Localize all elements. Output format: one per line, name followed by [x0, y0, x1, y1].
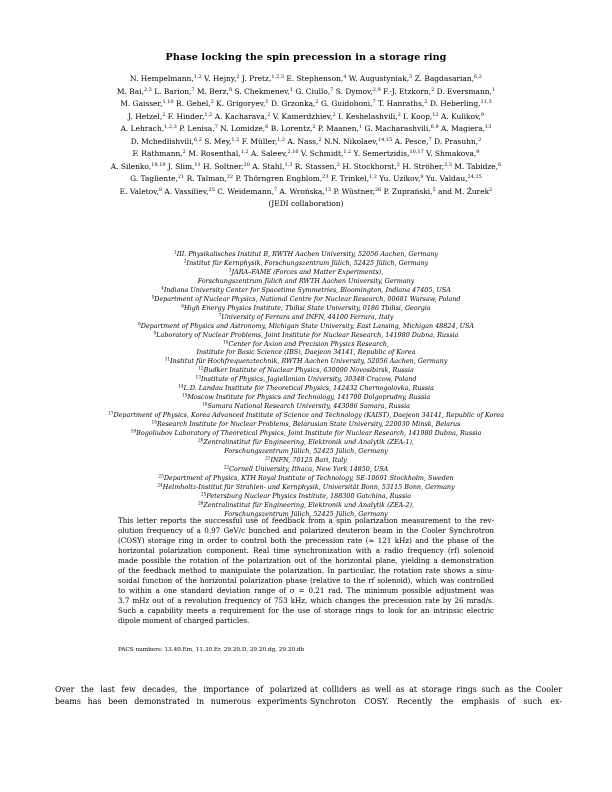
author-affiliation-marker: 7	[273, 186, 278, 193]
author-affiliation-marker: 2	[267, 111, 271, 118]
author-name: D. Mchedlishvili,	[130, 136, 194, 146]
author-name: W. Augustyniak,	[346, 74, 410, 83]
affiliation-text: Department of Physics and Astronomy, Michigan State University, East Lansing, Michigan 48824, USA	[140, 321, 474, 330]
affiliation-line	[0, 331, 612, 340]
author-affiliation-marker: 1	[289, 86, 293, 93]
author-affiliation-marker: 20	[243, 161, 250, 168]
author-name: R. Talman,	[184, 174, 227, 184]
affiliation-number: 20	[197, 438, 204, 444]
author-affiliation-marker: 2	[162, 111, 166, 118]
affiliation-number: 1	[174, 250, 177, 256]
affiliation-number: 8	[138, 322, 141, 328]
author-name: F. Müller,	[239, 136, 278, 146]
author-affiliation-marker: 23	[322, 174, 329, 181]
author-affiliation-marker: 6	[498, 161, 502, 168]
affiliation-text: Forschungszentrum Jülich, 52425 Jülich, Germany	[224, 446, 388, 455]
author-name: Yu. Uzikov,	[376, 174, 421, 184]
author-name: E. Stephenson,	[284, 74, 344, 83]
affiliation-line	[0, 268, 612, 277]
author-name: V. Shmakova,	[423, 149, 477, 159]
affiliation-line	[0, 393, 612, 402]
affiliation-line	[0, 411, 612, 420]
affiliation-text: University of Ferrara and INFN, 44100 Ferrara, Italy	[221, 312, 394, 321]
author-name: H. Soltner,	[200, 161, 244, 171]
affiliation-line	[0, 295, 612, 304]
author-name: H. Ströher,	[399, 161, 444, 171]
affiliation-number: 9	[153, 331, 157, 337]
author-name: K. Grigoryev,	[213, 99, 266, 109]
author-affiliation-marker: 2	[182, 149, 186, 156]
author-affiliation-marker: 2	[424, 99, 428, 106]
abstract-line: dipole moment of charged particles.	[118, 615, 250, 625]
author-name: F. Hinder,	[165, 111, 205, 121]
author-name: Y. Semertzidis,	[351, 149, 410, 159]
author-affiliation-marker: 4	[343, 74, 347, 80]
affiliation-text: Institute for Basic Science (IBS), Daejeon 34141, Republic of Korea	[196, 348, 416, 357]
affiliation-text: Institut für Kernphysik, Forschungszentrum Jülich, 52425 Jülich, Germany	[186, 258, 429, 267]
author-affiliation-marker: 14,15	[377, 136, 393, 143]
author-affiliation-marker: 22	[226, 174, 234, 181]
author-affiliation-marker: 7	[372, 99, 376, 106]
author-affiliation-marker: 2	[336, 161, 340, 168]
author-name: P. Thörngren Engblom,	[233, 174, 323, 184]
author-affiliation-marker: 5	[432, 186, 436, 193]
author-name: G. Ciullo,	[292, 86, 331, 96]
author-name: V. Kamerdzhiev,	[270, 111, 333, 121]
affiliation-text: Zentralinstitut für Engineering, Elektronik und Analytik (ZEA-2),	[203, 500, 415, 509]
affiliation-line	[0, 429, 612, 438]
author-affiliation-marker: 1,2	[240, 149, 249, 156]
abstract-line: soidal function of the horizontal polarization phase (relative to the rf solenoid), which was controlled	[118, 575, 494, 585]
affiliation-number: 13	[195, 375, 202, 381]
affiliation-text: Samara National Research University, 443086 Samara, Russia	[207, 402, 410, 411]
author-affiliation-marker: 24,25	[467, 174, 482, 181]
affiliation-text: Indiana University Center for Spacetime Symmetries, Bloomington, Indiana 47405, USA	[163, 285, 451, 294]
author-name: A. Pesce,	[392, 136, 429, 146]
affiliation-text: Laboratory of Nuclear Problems, Joint Institute for Nuclear Research, 141980 Dubna, Russia	[156, 330, 459, 339]
author-name: A. Magiera,	[438, 124, 486, 134]
affiliation-text: High Energy Physics Institute, Tbilisi State University, 0186 Tbilisi, Georgia	[184, 303, 431, 312]
author-name: A. Kacharava,	[212, 111, 268, 121]
affiliation-line	[0, 250, 612, 259]
author-name: N. Lomidze,	[217, 124, 266, 134]
author-name: Yu. Valdau,	[423, 174, 468, 184]
author-line	[30, 186, 582, 199]
abstract-line: made possible the rotation of the polarization out of the horizontal plane, yielding a demonstration	[118, 555, 494, 565]
affiliation-number: 18	[151, 420, 158, 426]
abstract-line: (COSY) storage ring in order to control both the precession rate (≈ 121 kHz) and the phase of the	[118, 535, 494, 545]
author-name: I. Keshelashvili,	[335, 111, 398, 121]
affiliation-text: Helmholtz-Institut für Strahlen- und Kernphysik, Universität Bonn, 53115 Bonn, Germany	[162, 482, 455, 491]
author-name: D. Heberling,	[427, 99, 481, 109]
author-line	[30, 86, 582, 99]
affiliation-line	[0, 447, 612, 456]
author-affiliation-marker: 1,10	[162, 99, 174, 106]
author-affiliation-marker: 2	[478, 136, 482, 143]
affiliation-text: Petersburg Nuclear Physics Institute, 188300 Gatchina, Russia	[206, 491, 412, 500]
author-name: A. Kulikov,	[438, 111, 481, 121]
author-name: Z. Bagdasarian,	[412, 74, 475, 83]
author-name: F. Rathmann,	[132, 149, 183, 159]
author-name: P. Zuprański,	[381, 186, 433, 196]
pacs-numbers: PACS numbers: 13.40.Em, 11.30.Er, 29.20.D, 29.20.dg, 29.20.db	[118, 647, 305, 653]
author-line	[30, 136, 582, 149]
abstract-line: of the feedback method to manipulate the polarization. In particular, the rotation rate shows a sinu-	[118, 565, 494, 575]
author-affiliation-marker: 6,9	[430, 124, 439, 131]
affiliation-number: 4	[161, 286, 164, 292]
author-affiliation-marker: 5	[409, 74, 413, 80]
author-name: A. Stahl,	[249, 161, 285, 171]
body-text-line: Over the last few decades, the importance of polarized	[55, 685, 307, 694]
affiliation-line	[0, 313, 612, 322]
author-affiliation-marker: 10,17	[409, 149, 424, 156]
author-affiliation-marker: 6,2	[193, 136, 202, 143]
author-affiliation-marker: 2	[489, 186, 493, 193]
author-affiliation-marker: 2	[210, 99, 214, 106]
body-column-right	[310, 684, 562, 708]
author-affiliation-marker: 6	[265, 124, 269, 131]
author-affiliation-marker: 1,3	[284, 161, 293, 168]
affiliation-number: 26	[197, 501, 204, 507]
author-name: F.-J. Etzkorn,	[380, 86, 432, 96]
author-affiliation-marker: 25	[208, 186, 215, 193]
abstract-line: Such a capability meets a requirement for the use of storage rings to look for an intrinsic electric	[118, 605, 494, 615]
author-name: R. Gebel,	[173, 99, 211, 109]
author-name: M. Bai,	[116, 86, 144, 96]
author-affiliation-marker: 18,19	[151, 161, 166, 168]
author-name: G. Macharashvili,	[362, 124, 431, 134]
affiliation-line	[0, 438, 612, 447]
affiliation-line	[0, 340, 612, 349]
author-affiliation-marker: 2	[318, 136, 322, 143]
affiliation-number: 17	[108, 411, 114, 417]
affiliation-number: 7	[218, 313, 222, 319]
author-name: D. Prasuhn,	[431, 136, 479, 146]
affiliation-text: Department of Nuclear Physics, National Centre for Nuclear Research, 00681 Warsaw, Poland	[154, 294, 461, 303]
affiliation-text: Forschungszentrum Jülich, 52425 Jülich, Germany	[224, 509, 388, 518]
author-name: P. Lenisa,	[176, 124, 215, 134]
author-list	[30, 73, 582, 211]
author-affiliation-marker: 8	[228, 86, 233, 93]
affiliation-number: 16	[202, 402, 208, 408]
author-affiliation-marker: 1	[265, 99, 269, 106]
affiliation-line	[0, 259, 612, 268]
author-name: M. Rosenthal,	[185, 149, 241, 159]
affiliation-number: 24	[157, 483, 163, 489]
affiliation-text: JARA–FAME (Forces and Matter Experiments),	[231, 267, 384, 276]
collaboration-name: (JEDI collaboration)	[268, 199, 344, 209]
author-affiliation-marker: 2,9	[372, 86, 381, 93]
author-affiliation-marker: 2,16	[287, 149, 299, 156]
affiliation-text: Cornell University, Ithaca, New York 14850, USA	[229, 464, 389, 473]
author-affiliation-marker: 1,2,3	[271, 74, 285, 80]
author-affiliation-marker: 2	[332, 111, 336, 118]
affiliation-number: 2	[183, 259, 187, 265]
author-name: G. Tagliente,	[130, 174, 178, 184]
author-name: D. Grzonka,	[268, 99, 316, 109]
affiliation-number: 3	[228, 268, 232, 274]
affiliation-line	[0, 375, 612, 384]
affiliation-text: Moscow Institute for Physics and Technology, 141700 Dolgoprudny, Russia	[187, 393, 431, 402]
author-name: T. Hanraths,	[375, 99, 425, 109]
affiliation-text: L.D. Landau Institute for Theoretical Physics, 142432 Chernogolovka, Russia	[183, 384, 434, 393]
author-affiliation-marker: 1,2	[343, 149, 352, 156]
author-name: S. Chekmenev,	[232, 86, 290, 96]
affiliation-number: 22	[223, 465, 230, 471]
affiliation-number: 12	[198, 366, 204, 372]
author-line	[30, 148, 582, 161]
abstract-line: to within a one standard deviation range of σ = 0.21 rad. The minimum possible adjustment was	[118, 585, 494, 595]
author-name: A. Wrońska,	[277, 186, 325, 196]
author-name: I. Koop,	[400, 111, 433, 121]
body-text-line: beams has been demonstrated in numerous experiments	[55, 697, 307, 707]
author-affiliation-marker: 13	[324, 186, 332, 193]
author-affiliation-marker: 8	[158, 186, 163, 193]
author-affiliation-marker: 6,2	[474, 74, 482, 80]
affiliation-text: Research Institute for Nuclear Problems, Belarusian State University, 220030 Minsk, Belarus	[157, 420, 461, 429]
author-name: N. Hempelmann,	[130, 74, 194, 83]
author-affiliation-marker: 9	[476, 149, 480, 156]
affiliation-text: Institute of Physics, Jagiellonian University, 30348 Cracow, Poland	[201, 375, 417, 384]
author-affiliation-marker: 1	[358, 124, 363, 131]
author-affiliation-marker: 7	[428, 136, 432, 143]
abstract-line: 3.7 mHz out of a revolution frequency of 753 kHz, which changes the precession rate by 26 mrad/s.	[118, 595, 494, 605]
affiliation-line	[0, 474, 612, 483]
abstract-line: This letter reports the successful use of feedback from a spin polarization measurement to the rev-	[118, 516, 494, 525]
affiliation-number: 11	[164, 357, 171, 363]
abstract-line: olution frequency of a 0.97 GeV/c bunched and polarized deuteron beam in the Cooler Synchrotron	[118, 525, 494, 535]
affiliation-line	[0, 483, 612, 492]
author-affiliation-marker: 2	[312, 124, 316, 131]
author-affiliation-marker: 21	[177, 174, 185, 181]
author-name: V. Hejny,	[201, 74, 237, 83]
affiliation-line	[0, 402, 612, 411]
affiliation-line	[0, 286, 612, 295]
author-affiliation-marker: 1,2	[368, 174, 377, 181]
author-name: D. Eversmann,	[434, 86, 492, 96]
author-name: N.N. Nikolaev,	[321, 136, 378, 146]
affiliation-text: Department of Physics, Korea Advanced Institute of Science and Technology (KAIST), Daejeon 34141, Republic of Korea	[113, 411, 504, 420]
author-name: M. Berz,	[194, 86, 229, 96]
affiliation-line	[0, 465, 612, 474]
author-line	[30, 98, 582, 111]
body-text-line: at colliders as well as at storage rings such as the Cooler	[310, 685, 562, 694]
affiliation-text: Department of Physics, KTH Royal Institute of Technology, SE-10691 Stockholm, Sweden	[163, 473, 454, 482]
author-affiliation-marker: 7	[330, 86, 334, 93]
author-affiliation-marker: 1,2	[204, 111, 213, 118]
affiliation-line	[0, 492, 612, 501]
author-line	[30, 123, 582, 136]
affiliation-number: 23	[158, 474, 164, 480]
author-name: A. Nass,	[285, 136, 319, 146]
author-name: and M. Żurek	[435, 186, 490, 196]
author-affiliation-marker: 1,2	[193, 74, 202, 80]
author-name: A. Lehrach,	[120, 124, 165, 134]
author-name: J. Pretz,	[239, 74, 272, 83]
author-name: F. Trinkel,	[328, 174, 369, 184]
author-affiliation-marker: 2,3	[143, 86, 152, 93]
author-name: M. Tabidze,	[451, 161, 499, 171]
affiliation-number: 15	[181, 393, 188, 399]
affiliation-line	[0, 322, 612, 331]
affiliation-number: 21	[265, 456, 271, 462]
affiliation-text: Bogoliubov Laboratory of Theoretical Physics, Joint Institute for Nuclear Research, 141980 Dubna, Russia	[136, 429, 482, 438]
author-line	[30, 111, 582, 124]
author-name: P. Maanen,	[315, 124, 359, 134]
author-name: J. Slim,	[165, 161, 195, 171]
author-affiliation-marker: 2	[315, 99, 319, 106]
affiliation-line	[0, 348, 612, 357]
affiliation-line	[0, 366, 612, 375]
author-name: S. Dymov,	[333, 86, 373, 96]
affiliation-text: Zentralinstitut für Engineering, Elektronik und Analytik (ZEA-1),	[203, 438, 415, 447]
author-name: V. Schmidt,	[298, 149, 344, 159]
author-name: J. Hetzel,	[128, 111, 163, 121]
affiliation-line	[0, 456, 612, 465]
affiliation-line	[0, 501, 612, 510]
body-text-line: Synchroton COSY. Recently the emphasis of such ex-	[310, 697, 562, 707]
affiliation-line	[0, 384, 612, 393]
author-name: H. Stockhorst,	[339, 161, 397, 171]
abstract-line: horizontal polarization component. Real time synchronization with a radio frequency (rf) solenoid	[118, 545, 494, 555]
affiliation-number: 14	[178, 384, 184, 390]
author-line	[30, 161, 582, 174]
author-name: E. Valetov,	[119, 186, 159, 196]
abstract	[118, 516, 494, 625]
author-line	[30, 73, 582, 86]
affiliation-text: Center for Axion and Precision Physics Research,	[228, 339, 389, 348]
affiliation-number: 5	[151, 295, 155, 301]
affiliation-number: 10	[223, 340, 229, 346]
author-affiliation-marker: 26	[374, 186, 382, 193]
affiliation-text: III. Physikalisches Institut B, RWTH Aachen University, 52056 Aachen, Germany	[176, 250, 438, 258]
author-name: C. Weidemann,	[214, 186, 274, 196]
affiliation-text: Budker Institute of Nuclear Physics, 630090 Novosibirsk, Russia	[203, 366, 414, 375]
author-affiliation-marker: 7	[214, 124, 218, 131]
affiliation-text: Institut für Hochfrequenztechnik, RWTH Aachen University, 52056 Aachen, Germany	[170, 357, 448, 366]
affiliation-line	[0, 304, 612, 313]
author-affiliation-marker: 2,3	[443, 161, 452, 168]
author-affiliation-marker: 2	[236, 74, 240, 80]
affiliation-number: 25	[200, 492, 207, 498]
affiliation-number: 19	[130, 429, 137, 435]
author-affiliation-marker: 9	[420, 174, 424, 181]
author-affiliation-marker: 1	[491, 86, 496, 93]
author-name: G. Guidoboni,	[318, 99, 373, 109]
affiliation-line	[0, 357, 612, 366]
author-name: P. Wüstner,	[331, 186, 375, 196]
author-line	[30, 173, 582, 186]
author-affiliation-marker: 1,2	[231, 136, 240, 143]
author-name: B. Lorentz,	[268, 124, 313, 134]
author-name: R. Stassen,	[292, 161, 337, 171]
affiliation-number: 6	[181, 304, 185, 310]
affiliation-line	[0, 420, 612, 429]
affiliation-line	[0, 277, 612, 286]
author-name: A. Silenko,	[110, 161, 152, 171]
author-affiliation-marker: 2	[431, 86, 435, 93]
author-name: S. Mey,	[201, 136, 232, 146]
affiliation-list	[0, 250, 612, 519]
author-affiliation-marker: 11	[194, 161, 201, 168]
author-affiliation-marker: 13	[485, 124, 492, 131]
author-affiliation-marker: 9	[480, 111, 484, 118]
body-column-left	[55, 684, 307, 708]
author-name: A. Saleev,	[248, 149, 288, 159]
author-name: M. Gaisser,	[120, 99, 163, 109]
author-affiliation-marker: 1,2,3	[164, 124, 177, 131]
author-affiliation-marker: 2	[396, 161, 400, 168]
author-name: A. Vassiliev,	[162, 186, 209, 196]
author-name: L. Barion,	[151, 86, 192, 96]
author-affiliation-marker: 1,2	[277, 136, 286, 143]
author-affiliation-marker: 7	[191, 86, 195, 93]
affiliation-text: Forschungszentrum Jülich and RWTH Aachen University, Germany	[197, 276, 415, 285]
affiliation-text: INFN, 70125 Bari, Italy	[270, 455, 347, 464]
author-affiliation-marker: 2	[397, 111, 401, 118]
author-affiliation-marker: 12	[432, 111, 439, 118]
paper-title: Phase locking the spin precession in a storage ring	[165, 52, 447, 63]
author-affiliation-marker: 11,3	[480, 99, 492, 106]
